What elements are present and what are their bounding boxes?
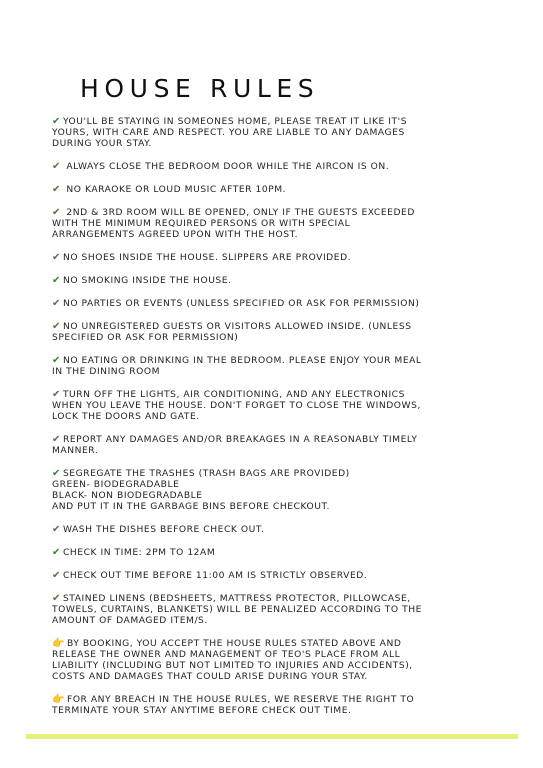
checkmark-icon: ✔ (52, 570, 61, 581)
checkmark-icon: ✔ (52, 389, 61, 400)
rule-text: STAINED LINENS (BEDSHEETS, MATTRESS PROTECTOR, PILLOWCASE, TOWELS, CURTAINS, BLANKETS) WILL BE PENALIZED ACCORDING TO THE AMOUNT OF DAMAGED ITEM/S. (52, 594, 422, 626)
rule-item (52, 207, 532, 241)
rule-item (52, 275, 532, 287)
checkmark-icon: ✔ (52, 547, 61, 558)
rule-text: NO PARTIES OR EVENTS (UNLESS SPECIFIED OR ASK FOR PERMISSION) (62, 299, 420, 309)
rule-item (52, 321, 532, 344)
pointing-hand-icon: 👉 (52, 638, 66, 649)
rule-text: NO UNREGISTERED GUESTS OR VISITORS ALLOWED INSIDE. (UNLESS SPECIFIED OR ASK FOR PERMISSION) (52, 322, 412, 343)
rules-list (52, 116, 532, 728)
checkmark-icon: ✔ (52, 184, 61, 195)
checkmark-icon: ✔ (52, 275, 61, 286)
rule-text: SEGREGATE THE TRASHES (TRASH BAGS ARE PROVIDED) GREEN- BIODEGRADABLE BLACK- NON BIODEGRADABLE AND PUT IT IN THE GARBAGE BINS BEFORE CHECKOUT. (52, 469, 350, 512)
rule-text: NO KARAOKE OR LOUD MUSIC AFTER 10PM. (62, 185, 287, 195)
rule-item (52, 184, 532, 196)
checkmark-icon: ✔ (52, 161, 61, 172)
checkmark-icon: ✔ (52, 252, 61, 263)
rule-text: BY BOOKING, YOU ACCEPT THE HOUSE RULES STATED ABOVE AND RELEASE THE OWNER AND MANAGEMENT OF TEO'S PLACE FROM ALL LIABILITY (INCLUDING BUT NOT LIMITED TO INJURIES AND ACCIDENTS), COSTS AND DAMAGES THAT COULD ARISE DURING YOUR STAY. (52, 639, 413, 682)
rule-text: NO SMOKING INSIDE THE HOUSE. (62, 276, 232, 286)
rule-item (52, 694, 532, 717)
rule-text: YOU'LL BE STAYING IN SOMEONES HOME, PLEASE TREAT IT LIKE IT'S YOURS, WITH CARE AND RESPECT. YOU ARE LIABLE TO ANY DAMAGES DURING YOUR STAY. (52, 117, 408, 149)
checkmark-icon: ✔ (52, 207, 61, 218)
rule-text: CHECK OUT TIME BEFORE 11:00 AM IS STRICTLY OBSERVED. (62, 571, 368, 581)
rule-item (52, 355, 532, 378)
rule-item (52, 547, 532, 559)
rule-item (52, 593, 532, 627)
rule-text: NO EATING OR DRINKING IN THE BEDROOM. PLEASE ENJOY YOUR MEAL IN THE DINING ROOM (52, 356, 422, 377)
checkmark-icon: ✔ (52, 116, 61, 127)
rule-item (52, 252, 532, 264)
rule-item (52, 434, 532, 457)
rule-text: TURN OFF THE LIGHTS, AIR CONDITIONING, AND ANY ELECTRONICS WHEN YOU LEAVE THE HOUSE. DON'T FORGET TO CLOSE THE WINDOWS, LOCK THE DOORS AND GATE. (52, 390, 421, 422)
rule-item (52, 116, 532, 150)
rule-text: CHECK IN TIME: 2PM TO 12AM (62, 548, 216, 558)
rule-text: 2ND & 3RD ROOM WILL BE OPENED, ONLY IF THE GUESTS EXCEEDED WITH THE MINIMUM REQUIRED PERSONS OR WITH SPECIAL ARRANGEMENTS AGREED UPON WITH THE HOST. (52, 208, 415, 240)
rule-text: NO SHOES INSIDE THE HOUSE. SLIPPERS ARE PROVIDED. (62, 253, 352, 263)
page-title: HOUSE RULES (80, 73, 320, 103)
rule-item (52, 638, 532, 683)
rule-item (52, 468, 532, 513)
accent-divider (26, 734, 518, 739)
checkmark-icon: ✔ (52, 593, 61, 604)
rule-text: ALWAYS CLOSE THE BEDROOM DOOR WHILE THE AIRCON IS ON. (62, 162, 390, 172)
rule-item (52, 570, 532, 582)
rule-text: REPORT ANY DAMAGES AND/OR BREAKAGES IN A REASONABLY TIMELY MANNER. (52, 435, 418, 456)
rule-item (52, 389, 532, 423)
pointing-hand-icon: 👉 (52, 694, 66, 705)
checkmark-icon: ✔ (52, 355, 61, 366)
checkmark-icon: ✔ (52, 468, 61, 479)
rule-item (52, 298, 532, 310)
checkmark-icon: ✔ (52, 298, 61, 309)
checkmark-icon: ✔ (52, 524, 61, 535)
checkmark-icon: ✔ (52, 434, 61, 445)
rule-item (52, 524, 532, 536)
rule-text: WASH THE DISHES BEFORE CHECK OUT. (62, 525, 265, 535)
rule-text: FOR ANY BREACH IN THE HOUSE RULES, WE RESERVE THE RIGHT TO TERMINATE YOUR STAY ANYTIME BEFORE CHECK OUT TIME. (52, 695, 415, 716)
rule-item (52, 161, 532, 173)
checkmark-icon: ✔ (52, 321, 61, 332)
